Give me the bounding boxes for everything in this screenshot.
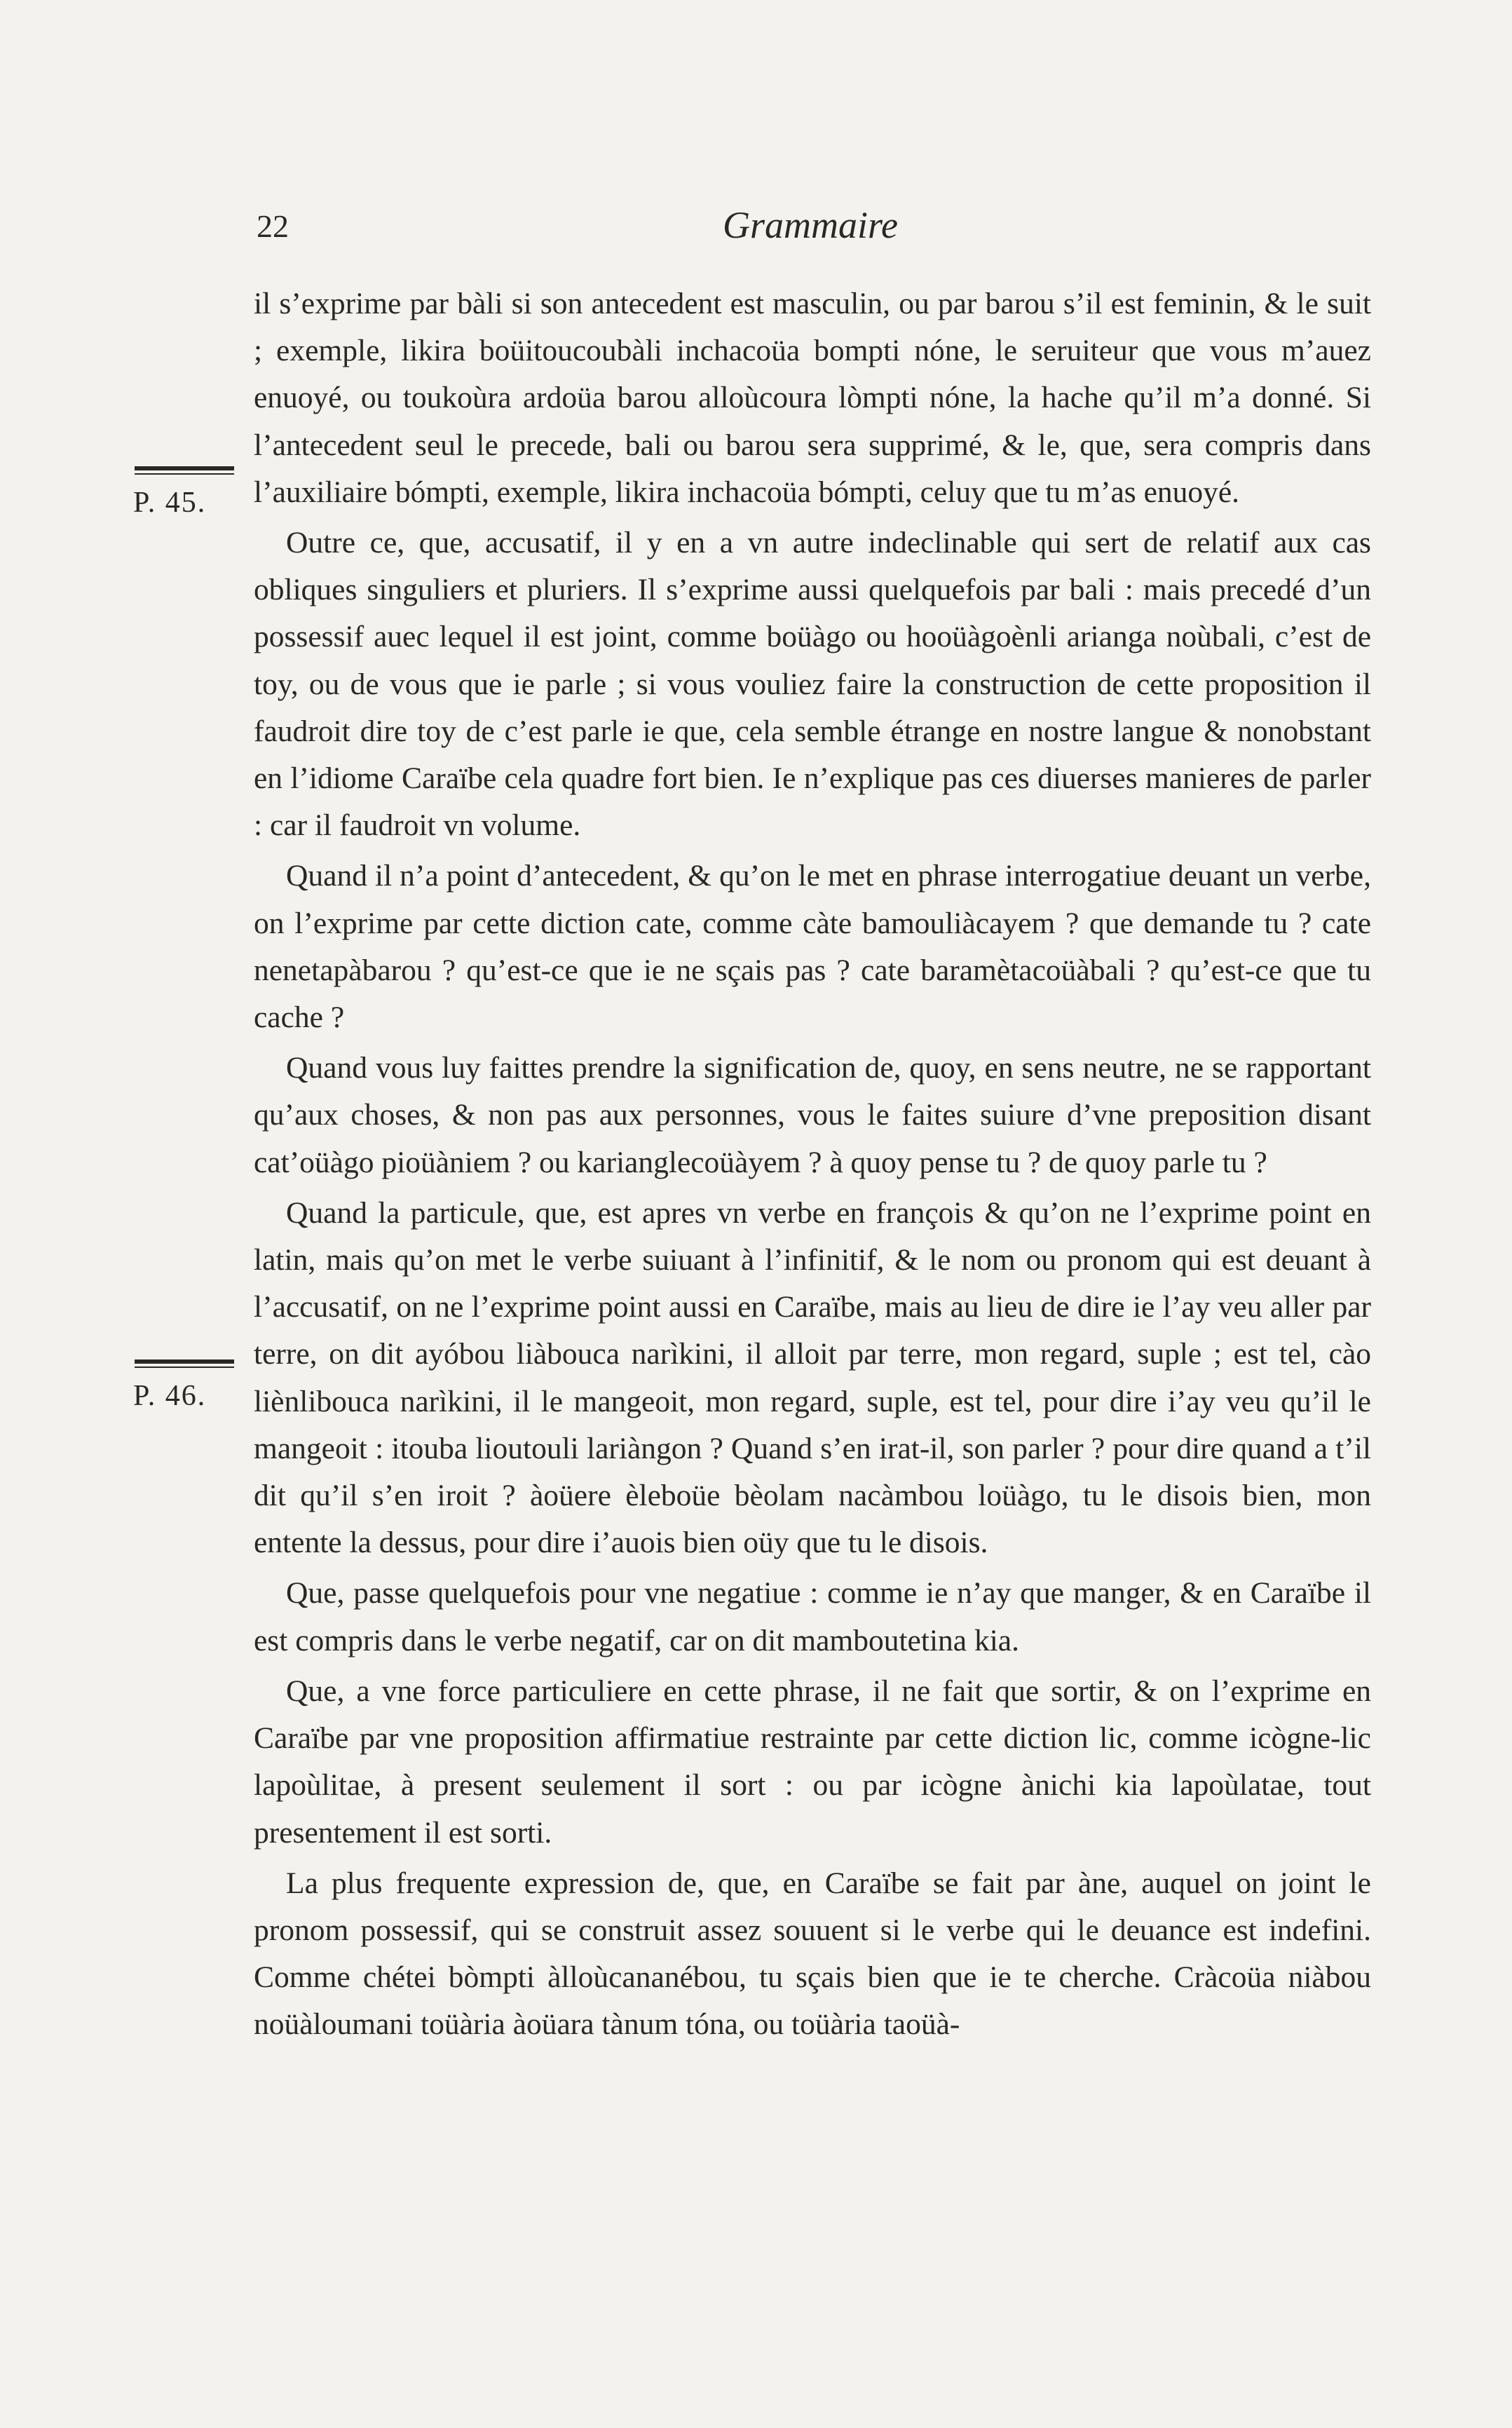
- margin-label: P. 46.: [133, 1380, 207, 1412]
- paragraph: Que, a vne force particuliere en cette phrase, il ne fait que sortir, & on l’exprime en Caraïbe par vne proposition affirmatiue restrainte par cette diction lic, comme icògne-lic lapoùlitae, à present seulement il sort : ou par icògne ànichi kia lapoùlatae, tout presentement il est sorti.: [254, 1674, 1371, 1850]
- paragraph: La plus frequente expression de, que, en Caraïbe se fait par àne, auquel on joint le pronom possessif, qui se construit assez souuent si le verbe qui le deuance est indefini. Comme chétei bòmpti àlloùcananébou, tu sçais bien que ie te cherche. Cràcoüa niàbou noüàloumani toüària àoüara tànum tóna, ou toüària taoüà-: [254, 1866, 1371, 2042]
- paragraph: Outre ce, que, accusatif, il y en a vn autre indeclinable qui sert de relatif aux cas obliques singuliers et pluriers. Il s’exprime aussi quelquefois par bali : mais precedé d’un possessif auec lequel il est joint, comme boüàgo ou hooüàgoènli arianga noùbali, c’est de toy, ou de vous que ie parle ; si vous vouliez faire la construction de cette proposition il faudroit dire toy de c’est parle ie que, cela semble étrange en nostre langue & nonobstant en l’idiome Caraïbe cela quadre fort bien. Ie n’explique pas ces diuerses manieres de parler : car il faudroit vn volume.: [254, 526, 1371, 843]
- text-block: [254, 280, 1371, 2052]
- paragraph: il s’exprime par bàli si son antecedent est masculin, ou par barou s’il est feminin, & le suit ; exemple, likira boüitoucoubàli inchacoüa bompti nóne, le seruiteur que vous m’auez enuoyé, ou toukoùra ardoüa barou alloùcoura lòmpti nóne, la hache qu’il m’a donné. Si l’antecedent seul le precede, bali ou barou sera supprimé, & le, que, sera compris dans l’auxiliaire bómpti, exemple, likira inchacoüa bómpti, celuy que tu m’as enuoyé.: [254, 287, 1371, 509]
- paragraph: Que, passe quelquefois pour vne negatiue : comme ie n’ay que manger, & en Caraïbe il est compris dans le verbe negatif, car on dit mamboutetina kia.: [254, 1576, 1371, 1657]
- margin-rule: [135, 1366, 234, 1368]
- running-title: Grammaire: [723, 204, 898, 246]
- margin-label: P. 45.: [133, 487, 207, 519]
- paragraph: Quand il n’a point d’antecedent, & qu’on le met en phrase interrogatiue deuant un verbe, on l’exprime par cette diction cate, comme càte bamouliàcayem ? que demande tu ? cate nenetapàbarou ? qu’est-ce que ie ne sçais pas ? cate baramètacoüàbali ? qu’est-ce que tu cache ?: [254, 859, 1371, 1035]
- margin-note-p46: [133, 1359, 245, 1413]
- paragraph: Quand la particule, que, est apres vn verbe en françois & qu’on ne l’exprime point en latin, mais qu’on met le verbe suiuant à l’infinitif, & le nom ou pronom qui est deuant à l’accusatif, on ne l’exprime point aussi en Caraïbe, mais au lieu de dire ie l’ay veu aller par terre, on dit ayóbou liàbouca narìkini, il alloit par terre, mon regard, suple ; est tel, cào liènlibouca narìkini, il le mangeoit, mon regard, suple, est tel, pour dire i’ay veu qu’il le mangeoit : itouba lioutouli lariàngon ? Quand s’en irat-il, son parler ? pour dire quand a t’il dit qu’il s’en iroit ? àoüere èleboüe bèolam nacàmbou loüàgo, tu le disois bien, mon entente la dessus, pour dire i’auois bien oüy que tu le disois.: [254, 1195, 1371, 1560]
- margin-rule: [135, 1359, 234, 1364]
- paragraph: Quand vous luy faittes prendre la signification de, quoy, en sens neutre, ne se rapportant qu’aux choses, & non pas aux personnes, vous le faites suiure d’vne preposition disant cat’oüàgo pioüàniem ? ou karianglecoüàyem ? à quoy pense tu ? de quoy parle tu ?: [254, 1051, 1371, 1179]
- running-head: [257, 204, 1378, 264]
- margin-rule: [135, 466, 234, 470]
- page-number: 22: [257, 208, 289, 244]
- margin-rule: [135, 473, 234, 475]
- margin-note-p45: [133, 466, 245, 520]
